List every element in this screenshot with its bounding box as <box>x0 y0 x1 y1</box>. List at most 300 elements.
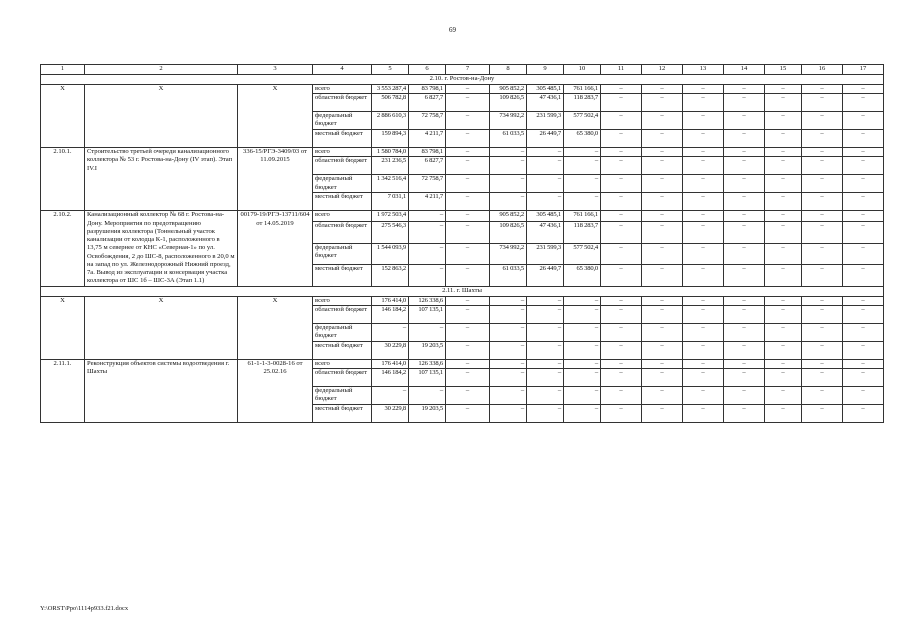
value-cell: 275 546,3 <box>372 222 409 243</box>
value-cell: – <box>683 369 724 387</box>
value-cell: – <box>601 157 642 175</box>
value-cell: – <box>765 265 802 286</box>
item-name: Реконструкция объектов системы водоотведения г. Шахты <box>85 359 238 422</box>
value-cell: – <box>601 369 642 387</box>
value-cell: – <box>527 175 564 193</box>
value-cell: – <box>642 85 683 94</box>
funding-source-label: федеральный бюджет <box>313 112 372 130</box>
value-cell: – <box>564 157 601 175</box>
value-cell: 118 283,7 <box>564 222 601 243</box>
value-cell: 176 414,0 <box>372 359 409 368</box>
column-header: 1 <box>41 65 85 75</box>
value-cell: – <box>724 359 765 368</box>
value-cell: – <box>642 243 683 264</box>
value-cell: – <box>765 305 802 323</box>
value-cell: – <box>843 175 884 193</box>
value-cell: – <box>601 148 642 157</box>
value-cell: – <box>765 130 802 148</box>
file-path-footer: Y:\ORST\Ppo\1114p933.f21.docx <box>40 605 129 612</box>
value-cell: 83 798,1 <box>409 85 446 94</box>
value-cell: – <box>683 130 724 148</box>
value-cell: – <box>765 148 802 157</box>
column-header: 3 <box>238 65 313 75</box>
value-cell: 231 599,3 <box>527 112 564 130</box>
value-cell: – <box>765 369 802 387</box>
value-cell: – <box>409 211 446 222</box>
item-name: Канализационный коллектор № 68 г. Ростова-на-Дону. Мероприятия по предотвращению разрушения коллектора (Тоннельный участок канализации от колодца К-1, расположенного в 13,75 м севернее от КНС «Северная-1» по ул. Освобождения, 2 до ШС-8, расположенного в 20,0 м на запад по ул. Железнодорожный Нижний проезд, 7а. Вывод из эксплуатации и консервация участка коллектора от ШС 1б – ШС-3А (Этап 1.1) <box>85 211 238 286</box>
item-document: 00179-19/РГЭ-13711/604 от 14.05.2019 <box>238 211 313 286</box>
value-cell: – <box>843 157 884 175</box>
value-cell: – <box>642 175 683 193</box>
value-cell: – <box>564 305 601 323</box>
value-cell: – <box>601 323 642 341</box>
value-cell: – <box>724 85 765 94</box>
funding-source-label: всего <box>313 211 372 222</box>
value-cell: – <box>409 387 446 405</box>
value-cell: – <box>843 405 884 423</box>
value-cell: – <box>683 157 724 175</box>
value-cell: – <box>601 296 642 305</box>
value-cell: – <box>642 323 683 341</box>
value-cell: – <box>564 296 601 305</box>
value-cell: – <box>601 305 642 323</box>
value-cell: – <box>490 175 527 193</box>
funding-source-label: всего <box>313 359 372 368</box>
value-cell: – <box>765 85 802 94</box>
value-cell: – <box>446 175 490 193</box>
value-cell: – <box>683 405 724 423</box>
value-cell: – <box>564 175 601 193</box>
value-cell: – <box>601 94 642 112</box>
value-cell: – <box>372 323 409 341</box>
value-cell: 65 380,0 <box>564 265 601 286</box>
value-cell: – <box>843 222 884 243</box>
value-cell: – <box>409 323 446 341</box>
value-cell: – <box>446 305 490 323</box>
value-cell: – <box>642 130 683 148</box>
value-cell: – <box>802 211 843 222</box>
value-cell: – <box>601 112 642 130</box>
value-cell: – <box>642 211 683 222</box>
value-cell: – <box>601 387 642 405</box>
value-cell: – <box>409 222 446 243</box>
value-cell: 1 972 503,4 <box>372 211 409 222</box>
value-cell: 4 211,7 <box>409 130 446 148</box>
value-cell: 1 580 784,0 <box>372 148 409 157</box>
value-cell: – <box>490 387 527 405</box>
value-cell: – <box>724 193 765 211</box>
value-cell: – <box>446 85 490 94</box>
item-number: 2.11.1. <box>41 359 85 422</box>
value-cell: – <box>802 175 843 193</box>
value-cell: – <box>642 305 683 323</box>
value-cell: 47 436,1 <box>527 94 564 112</box>
value-cell: – <box>490 305 527 323</box>
value-cell: – <box>765 359 802 368</box>
item-number: 2.10.1. <box>41 148 85 211</box>
value-cell: 6 827,7 <box>409 157 446 175</box>
column-header-row <box>41 65 884 75</box>
value-cell: – <box>802 222 843 243</box>
column-header: 17 <box>843 65 884 75</box>
value-cell: – <box>446 341 490 359</box>
value-cell: – <box>683 193 724 211</box>
value-cell: – <box>843 211 884 222</box>
value-cell: 305 485,1 <box>527 85 564 94</box>
value-cell: – <box>802 387 843 405</box>
value-cell: – <box>490 323 527 341</box>
value-cell: – <box>490 369 527 387</box>
item-number: Х <box>41 296 85 359</box>
value-cell: – <box>490 296 527 305</box>
value-cell: 761 166,1 <box>564 211 601 222</box>
value-cell: – <box>724 94 765 112</box>
value-cell: – <box>802 243 843 264</box>
value-cell: – <box>446 148 490 157</box>
value-cell: – <box>683 175 724 193</box>
value-cell: – <box>765 243 802 264</box>
column-header: 5 <box>372 65 409 75</box>
table-row <box>41 211 884 222</box>
value-cell: – <box>843 94 884 112</box>
value-cell: – <box>564 369 601 387</box>
column-header: 15 <box>765 65 802 75</box>
funding-source-label: областной бюджет <box>313 369 372 387</box>
value-cell: – <box>843 148 884 157</box>
value-cell: – <box>724 175 765 193</box>
value-cell: 506 782,8 <box>372 94 409 112</box>
value-cell: 152 863,2 <box>372 265 409 286</box>
column-header: 8 <box>490 65 527 75</box>
funding-source-label: всего <box>313 296 372 305</box>
funding-source-label: федеральный бюджет <box>313 175 372 193</box>
value-cell: – <box>765 405 802 423</box>
value-cell: – <box>490 341 527 359</box>
funding-source-label: местный бюджет <box>313 130 372 148</box>
value-cell: 65 380,0 <box>564 130 601 148</box>
value-cell: 72 758,7 <box>409 175 446 193</box>
item-document: 61-1-1-3-0028-16 от 25.02.16 <box>238 359 313 422</box>
funding-source-label: местный бюджет <box>313 405 372 423</box>
value-cell: – <box>446 296 490 305</box>
value-cell: – <box>802 323 843 341</box>
value-cell: – <box>601 341 642 359</box>
value-cell: – <box>601 243 642 264</box>
column-header: 16 <box>802 65 843 75</box>
value-cell: – <box>802 305 843 323</box>
value-cell: – <box>601 85 642 94</box>
value-cell: – <box>446 193 490 211</box>
funding-source-label: федеральный бюджет <box>313 387 372 405</box>
value-cell: 7 031,1 <box>372 193 409 211</box>
value-cell: – <box>683 359 724 368</box>
value-cell: – <box>601 175 642 193</box>
value-cell: – <box>490 148 527 157</box>
value-cell: – <box>802 112 843 130</box>
value-cell: – <box>446 359 490 368</box>
value-cell: 1 544 093,9 <box>372 243 409 264</box>
value-cell: – <box>564 193 601 211</box>
value-cell: 107 135,1 <box>409 305 446 323</box>
value-cell: – <box>683 211 724 222</box>
value-cell: – <box>527 157 564 175</box>
value-cell: – <box>683 222 724 243</box>
value-cell: – <box>843 369 884 387</box>
value-cell: 231 236,5 <box>372 157 409 175</box>
value-cell: 72 758,7 <box>409 112 446 130</box>
value-cell: – <box>724 112 765 130</box>
column-header: 7 <box>446 65 490 75</box>
value-cell: – <box>683 387 724 405</box>
value-cell: 6 827,7 <box>409 94 446 112</box>
value-cell: – <box>683 148 724 157</box>
column-header: 2 <box>85 65 238 75</box>
funding-source-label: местный бюджет <box>313 193 372 211</box>
table-row <box>41 85 884 94</box>
value-cell: 577 502,4 <box>564 112 601 130</box>
value-cell: 19 203,5 <box>409 341 446 359</box>
funding-source-label: федеральный бюджет <box>313 323 372 341</box>
value-cell: – <box>601 211 642 222</box>
value-cell: – <box>642 112 683 130</box>
value-cell: – <box>564 341 601 359</box>
value-cell: – <box>601 222 642 243</box>
value-cell: – <box>802 157 843 175</box>
value-cell: – <box>765 175 802 193</box>
value-cell: – <box>843 341 884 359</box>
value-cell: – <box>724 157 765 175</box>
value-cell: – <box>765 323 802 341</box>
value-cell: 126 338,6 <box>409 296 446 305</box>
value-cell: 26 449,7 <box>527 130 564 148</box>
value-cell: 1 342 516,4 <box>372 175 409 193</box>
value-cell: – <box>642 94 683 112</box>
section-title: 2.10. г. Ростов-на-Дону <box>41 75 884 85</box>
section-title-row <box>41 286 884 296</box>
table-row <box>41 359 884 368</box>
value-cell: – <box>724 323 765 341</box>
table-row <box>41 296 884 305</box>
value-cell: – <box>765 296 802 305</box>
value-cell: – <box>527 341 564 359</box>
value-cell: 118 283,7 <box>564 94 601 112</box>
value-cell: – <box>765 211 802 222</box>
value-cell: – <box>446 94 490 112</box>
value-cell: – <box>765 157 802 175</box>
value-cell: – <box>802 130 843 148</box>
value-cell: – <box>683 296 724 305</box>
value-cell: – <box>843 193 884 211</box>
value-cell: – <box>765 112 802 130</box>
funding-source-label: областной бюджет <box>313 305 372 323</box>
value-cell: 231 599,3 <box>527 243 564 264</box>
value-cell: – <box>527 359 564 368</box>
value-cell: – <box>642 369 683 387</box>
value-cell: – <box>564 405 601 423</box>
page-number: 69 <box>449 26 456 34</box>
value-cell: – <box>490 405 527 423</box>
value-cell: – <box>446 211 490 222</box>
value-cell: – <box>802 296 843 305</box>
value-cell: – <box>843 359 884 368</box>
value-cell: 146 184,2 <box>372 369 409 387</box>
funding-source-label: областной бюджет <box>313 94 372 112</box>
value-cell: – <box>724 211 765 222</box>
value-cell: – <box>843 387 884 405</box>
table-row <box>41 148 884 157</box>
value-cell: – <box>724 148 765 157</box>
value-cell: 734 992,2 <box>490 112 527 130</box>
value-cell: – <box>802 148 843 157</box>
value-cell: – <box>724 243 765 264</box>
value-cell: – <box>724 296 765 305</box>
value-cell: – <box>642 296 683 305</box>
value-cell: 61 033,5 <box>490 130 527 148</box>
value-cell: – <box>527 369 564 387</box>
value-cell: – <box>601 405 642 423</box>
value-cell: – <box>642 157 683 175</box>
value-cell: – <box>683 94 724 112</box>
value-cell: – <box>490 359 527 368</box>
value-cell: 577 502,4 <box>564 243 601 264</box>
value-cell: – <box>802 265 843 286</box>
value-cell: 2 886 610,3 <box>372 112 409 130</box>
value-cell: – <box>642 193 683 211</box>
value-cell: – <box>446 265 490 286</box>
value-cell: – <box>724 341 765 359</box>
value-cell: 19 203,5 <box>409 405 446 423</box>
value-cell: – <box>765 387 802 405</box>
value-cell: – <box>527 405 564 423</box>
value-cell: – <box>564 387 601 405</box>
value-cell: – <box>802 341 843 359</box>
value-cell: – <box>642 359 683 368</box>
column-header: 4 <box>313 65 372 75</box>
value-cell: – <box>683 305 724 323</box>
value-cell: – <box>724 222 765 243</box>
value-cell: 30 229,8 <box>372 341 409 359</box>
value-cell: – <box>642 148 683 157</box>
value-cell: – <box>724 405 765 423</box>
value-cell: – <box>446 112 490 130</box>
column-header: 9 <box>527 65 564 75</box>
funding-source-label: местный бюджет <box>313 265 372 286</box>
value-cell: – <box>527 193 564 211</box>
value-cell: – <box>446 130 490 148</box>
value-cell: 3 553 287,4 <box>372 85 409 94</box>
column-header: 14 <box>724 65 765 75</box>
value-cell: – <box>642 222 683 243</box>
funding-source-label: областной бюджет <box>313 222 372 243</box>
value-cell: – <box>642 265 683 286</box>
item-name: Строительство третьей очереди канализационного коллектора № 53 г. Ростова-на-Дону (IV этап). Этап IV.I <box>85 148 238 211</box>
value-cell: – <box>527 148 564 157</box>
value-cell: – <box>765 94 802 112</box>
column-header: 13 <box>683 65 724 75</box>
funding-source-label: областной бюджет <box>313 157 372 175</box>
item-document: Х <box>238 296 313 359</box>
value-cell: – <box>765 222 802 243</box>
value-cell: 905 852,2 <box>490 211 527 222</box>
column-header: 6 <box>409 65 446 75</box>
value-cell: – <box>446 157 490 175</box>
value-cell: – <box>372 387 409 405</box>
column-header: 10 <box>564 65 601 75</box>
value-cell: 107 135,1 <box>409 369 446 387</box>
value-cell: – <box>446 405 490 423</box>
value-cell: – <box>843 305 884 323</box>
value-cell: 761 166,1 <box>564 85 601 94</box>
value-cell: – <box>527 305 564 323</box>
item-name: Х <box>85 85 238 148</box>
item-document: Х <box>238 85 313 148</box>
budget-table <box>40 64 884 423</box>
value-cell: – <box>564 359 601 368</box>
value-cell: – <box>843 296 884 305</box>
value-cell: – <box>843 112 884 130</box>
value-cell: 83 798,1 <box>409 148 446 157</box>
value-cell: – <box>843 243 884 264</box>
value-cell: – <box>724 265 765 286</box>
value-cell: – <box>802 85 843 94</box>
value-cell: 109 826,5 <box>490 222 527 243</box>
funding-source-label: всего <box>313 148 372 157</box>
value-cell: – <box>843 323 884 341</box>
value-cell: – <box>601 130 642 148</box>
value-cell: – <box>601 193 642 211</box>
value-cell: 4 211,7 <box>409 193 446 211</box>
value-cell: 159 894,3 <box>372 130 409 148</box>
column-header: 12 <box>642 65 683 75</box>
item-number: 2.10.2. <box>41 211 85 286</box>
value-cell: – <box>446 387 490 405</box>
value-cell: – <box>527 323 564 341</box>
value-cell: 30 229,8 <box>372 405 409 423</box>
value-cell: – <box>683 265 724 286</box>
value-cell: – <box>683 323 724 341</box>
value-cell: 176 414,0 <box>372 296 409 305</box>
value-cell: – <box>642 387 683 405</box>
value-cell: 47 436,1 <box>527 222 564 243</box>
value-cell: 905 852,2 <box>490 85 527 94</box>
value-cell: 61 033,5 <box>490 265 527 286</box>
value-cell: – <box>843 130 884 148</box>
value-cell: – <box>724 130 765 148</box>
item-document: 336-15/РГЭ-3409/03 от 11.09.2015 <box>238 148 313 211</box>
value-cell: 26 449,7 <box>527 265 564 286</box>
value-cell: 305 485,1 <box>527 211 564 222</box>
value-cell: – <box>765 341 802 359</box>
value-cell: – <box>564 148 601 157</box>
value-cell: – <box>446 222 490 243</box>
value-cell: 126 338,6 <box>409 359 446 368</box>
value-cell: – <box>724 387 765 405</box>
funding-source-label: всего <box>313 85 372 94</box>
value-cell: – <box>843 265 884 286</box>
funding-source-label: местный бюджет <box>313 341 372 359</box>
value-cell: – <box>446 369 490 387</box>
value-cell: – <box>527 387 564 405</box>
value-cell: – <box>490 193 527 211</box>
value-cell: 109 826,5 <box>490 94 527 112</box>
section-title: 2.11. г. Шахты <box>41 286 884 296</box>
value-cell: – <box>683 85 724 94</box>
value-cell: – <box>642 405 683 423</box>
value-cell: – <box>802 405 843 423</box>
value-cell: – <box>802 369 843 387</box>
value-cell: – <box>802 193 843 211</box>
value-cell: – <box>601 359 642 368</box>
